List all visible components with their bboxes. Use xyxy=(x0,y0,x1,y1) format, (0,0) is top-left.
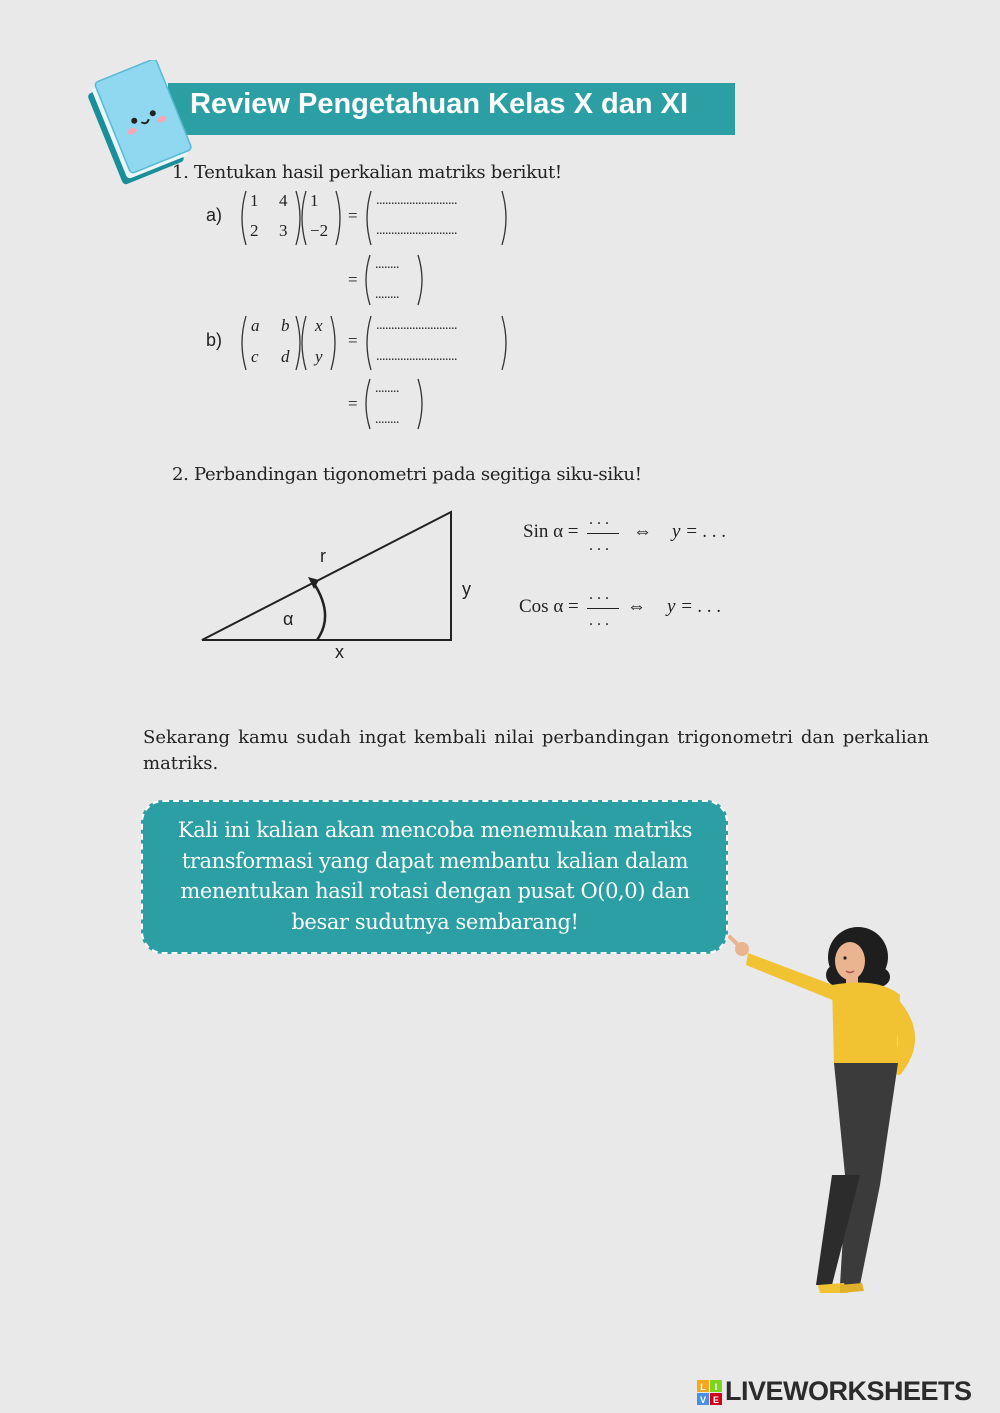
logo-letter: V xyxy=(699,1395,707,1405)
logo-letter: L xyxy=(700,1382,706,1392)
cos-numerator[interactable]: . . . xyxy=(589,586,609,603)
vector-b-cell: y xyxy=(315,347,323,366)
equals-sign: = xyxy=(348,206,358,225)
right-triangle-diagram xyxy=(195,505,485,665)
answer-blank[interactable]: ........................... xyxy=(376,223,457,238)
cos-rhs[interactable]: y = . . . xyxy=(667,596,722,617)
callout-line: transformasi yang dapat membantu kalian dalam xyxy=(181,848,689,873)
answer-blank[interactable]: ........................... xyxy=(376,318,457,333)
callout-line: besar sudutnya sembarang! xyxy=(291,909,579,934)
angle-label: α xyxy=(283,609,294,629)
callout-line: menentukan hasil rotasi dengan pusat O(0,0) dan xyxy=(180,879,690,903)
part-a-label: a) xyxy=(206,205,223,225)
equals-sign: = xyxy=(348,394,358,413)
summary-paragraph: Sekarang kamu sudah ingat kembali nilai perbandingan trigonometri dan perkalian matriks. xyxy=(143,727,929,774)
page-title: Review Pengetahuan Kelas X dan XI xyxy=(190,88,688,120)
part-b-label: b) xyxy=(206,330,223,350)
fraction-bar xyxy=(587,533,619,534)
question-1-prompt: 1. Tentukan hasil perkalian matriks berikut! xyxy=(172,162,562,183)
adjacent-side-label: x xyxy=(335,642,344,662)
matrix-a-cell: 2 xyxy=(250,221,259,240)
equals-sign: = xyxy=(348,270,358,289)
answer-blank[interactable]: ........................... xyxy=(376,349,457,364)
cos-lhs: Cos α = xyxy=(519,596,579,617)
sin-denominator[interactable]: . . . xyxy=(589,537,609,554)
vector-b-cell: x xyxy=(315,316,323,335)
sin-lhs: Sin α = xyxy=(523,521,579,542)
woman-pointing-illustration xyxy=(728,925,938,1305)
opposite-side-label: y xyxy=(462,579,471,599)
question-2-prompt: 2. Perbandingan tigonometri pada segitiga siku-siku! xyxy=(172,464,642,485)
matrix-a-cell: 1 xyxy=(250,191,259,210)
liveworksheets-logo-text[interactable]: LIVEWORKSHEETS xyxy=(725,1376,972,1406)
answer-blank[interactable]: ........ xyxy=(375,412,399,427)
liveworksheets-logo-icon xyxy=(697,1380,723,1406)
matrix-a-cell: 3 xyxy=(279,221,288,240)
answer-blank[interactable]: ........................... xyxy=(376,193,457,208)
matrix-b-cell: b xyxy=(281,316,290,335)
hypotenuse-label: r xyxy=(320,546,326,566)
iff-symbol: ⇔ xyxy=(627,596,646,617)
fraction-bar xyxy=(587,608,619,609)
answer-blank[interactable]: ........ xyxy=(375,381,399,396)
matrix-b-cell: d xyxy=(281,347,290,366)
sin-rhs[interactable]: y = . . . xyxy=(672,521,727,542)
equals-sign: = xyxy=(348,331,358,350)
vector-a-cell: −2 xyxy=(310,221,329,240)
matrix-b-cell: c xyxy=(251,347,259,366)
callout-line: Kali ini kalian akan mencoba menemukan matriks xyxy=(177,818,693,842)
answer-blank[interactable]: ........ xyxy=(375,257,399,272)
iff-symbol: ⇔ xyxy=(633,521,652,542)
callout-text xyxy=(150,815,720,937)
matrix-a-cell: 4 xyxy=(279,191,288,210)
answer-blank[interactable]: ........ xyxy=(375,287,399,302)
logo-letter: I xyxy=(714,1382,718,1392)
matrix-b-cell: a xyxy=(251,316,260,335)
cos-denominator[interactable]: . . . xyxy=(589,612,609,629)
vector-a-cell: 1 xyxy=(310,191,319,210)
sin-numerator[interactable]: . . . xyxy=(589,511,609,528)
logo-letter: E xyxy=(712,1395,720,1405)
